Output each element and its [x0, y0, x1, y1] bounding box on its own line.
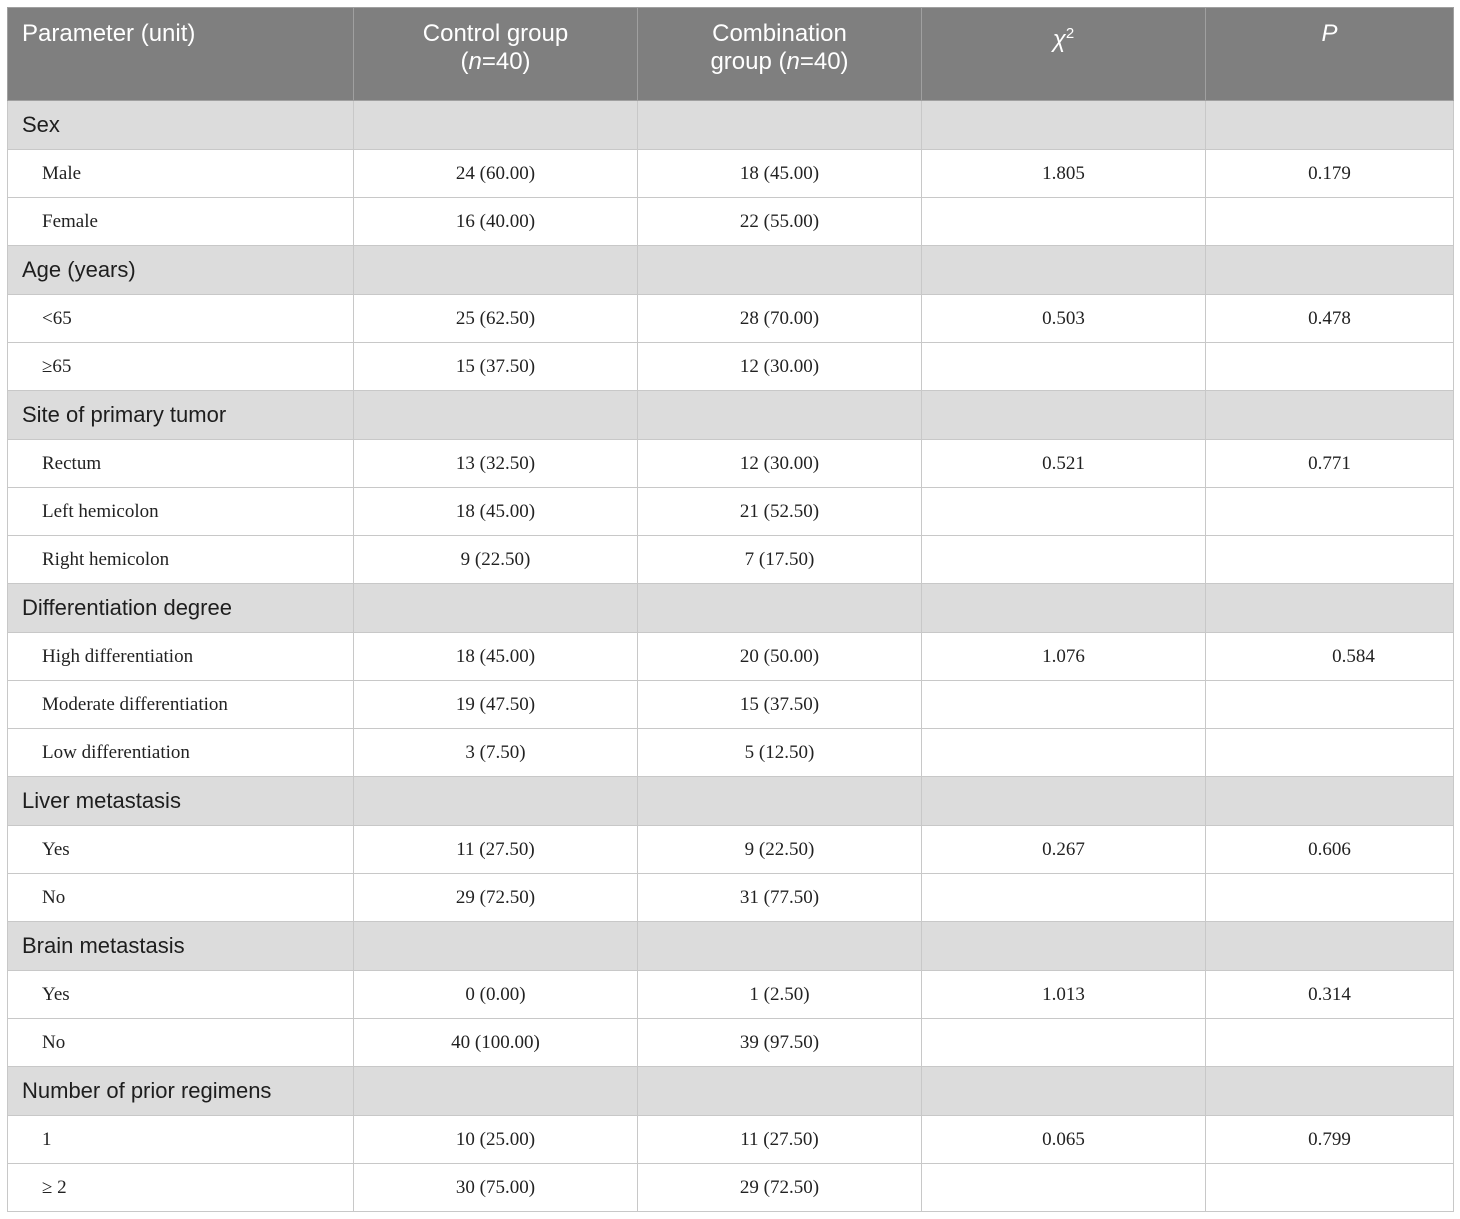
control-value: 18 (45.00): [354, 633, 638, 681]
baseline-characteristics-table: [7, 7, 1454, 1212]
header-control-n: n: [468, 48, 482, 75]
header-comb-line1: Combination: [712, 20, 847, 47]
table-row: [8, 343, 1454, 391]
p-value: [1206, 874, 1454, 922]
section-empty-cell: [354, 777, 638, 826]
p-value: [1206, 488, 1454, 536]
section-empty-cell: [354, 1067, 638, 1116]
chi2-value: 0.521: [922, 440, 1206, 488]
chi2-value: [922, 343, 1206, 391]
control-value: 16 (40.00): [354, 198, 638, 246]
row-label: Male: [8, 150, 354, 198]
header-p-symbol: P: [1321, 20, 1338, 47]
p-value: [1206, 1019, 1454, 1067]
row-label: Low differentiation: [8, 729, 354, 777]
section-empty-cell: [638, 777, 922, 826]
table-row: [8, 198, 1454, 246]
control-value: 10 (25.00): [354, 1116, 638, 1164]
section-header-row: [8, 1067, 1454, 1116]
section-empty-cell: [922, 246, 1206, 295]
control-value: 24 (60.00): [354, 150, 638, 198]
table-row: [8, 488, 1454, 536]
section-title: Brain metastasis: [8, 922, 354, 971]
p-value: [1206, 681, 1454, 729]
section-empty-cell: [638, 922, 922, 971]
section-empty-cell: [1206, 777, 1454, 826]
combination-value: 12 (30.00): [638, 440, 922, 488]
section-empty-cell: [1206, 391, 1454, 440]
section-empty-cell: [1206, 922, 1454, 971]
section-empty-cell: [638, 246, 922, 295]
combination-value: 39 (97.50): [638, 1019, 922, 1067]
chi2-value: [922, 1019, 1206, 1067]
header-control-group: Control group (n=40): [354, 8, 638, 101]
control-value: 18 (45.00): [354, 488, 638, 536]
row-label: No: [8, 874, 354, 922]
section-empty-cell: [354, 922, 638, 971]
table-row: [8, 874, 1454, 922]
row-label: Left hemicolon: [8, 488, 354, 536]
combination-value: 29 (72.50): [638, 1164, 922, 1212]
p-value: 0.771: [1206, 440, 1454, 488]
row-label: ≥ 2: [8, 1164, 354, 1212]
combination-value: 15 (37.50): [638, 681, 922, 729]
control-value: 29 (72.50): [354, 874, 638, 922]
p-value: [1206, 729, 1454, 777]
row-label: <65: [8, 295, 354, 343]
section-header-row: [8, 246, 1454, 295]
row-label: Yes: [8, 971, 354, 1019]
section-empty-cell: [638, 391, 922, 440]
table-row: [8, 971, 1454, 1019]
p-value: [1206, 343, 1454, 391]
combination-value: 22 (55.00): [638, 198, 922, 246]
chi2-value: 1.805: [922, 150, 1206, 198]
table-row: [8, 1164, 1454, 1212]
combination-value: 20 (50.00): [638, 633, 922, 681]
section-empty-cell: [638, 1067, 922, 1116]
row-label: Rectum: [8, 440, 354, 488]
section-empty-cell: [1206, 1067, 1454, 1116]
table-row: [8, 633, 1454, 681]
control-value: 40 (100.00): [354, 1019, 638, 1067]
section-empty-cell: [638, 101, 922, 150]
p-value: [1206, 1164, 1454, 1212]
section-empty-cell: [922, 584, 1206, 633]
section-empty-cell: [922, 101, 1206, 150]
control-value: 15 (37.50): [354, 343, 638, 391]
header-chi-symbol: χ: [1052, 26, 1066, 53]
row-label: High differentiation: [8, 633, 354, 681]
header-chi-sup: 2: [1065, 25, 1075, 42]
section-empty-cell: [1206, 101, 1454, 150]
section-empty-cell: [922, 922, 1206, 971]
p-value: 0.314: [1206, 971, 1454, 1019]
section-empty-cell: [1206, 246, 1454, 295]
combination-value: 1 (2.50): [638, 971, 922, 1019]
row-label: Right hemicolon: [8, 536, 354, 584]
control-value: 9 (22.50): [354, 536, 638, 584]
section-header-row: [8, 101, 1454, 150]
p-value: 0.799: [1206, 1116, 1454, 1164]
section-title: Differentiation degree: [8, 584, 354, 633]
row-label: ≥65: [8, 343, 354, 391]
section-empty-cell: [922, 777, 1206, 826]
control-value: 3 (7.50): [354, 729, 638, 777]
p-value: 0.606: [1206, 826, 1454, 874]
header-control-line1: Control group: [422, 20, 569, 47]
section-title: Site of primary tumor: [8, 391, 354, 440]
chi2-value: 0.267: [922, 826, 1206, 874]
section-header-row: [8, 584, 1454, 633]
header-chi-square: [922, 8, 1206, 101]
row-label: Female: [8, 198, 354, 246]
section-title: Sex: [8, 101, 354, 150]
table-row: [8, 536, 1454, 584]
combination-value: 7 (17.50): [638, 536, 922, 584]
table-row: [8, 1019, 1454, 1067]
section-empty-cell: [922, 1067, 1206, 1116]
p-value: 0.179: [1206, 150, 1454, 198]
chi2-value: [922, 536, 1206, 584]
chi2-value: 0.503: [922, 295, 1206, 343]
chi2-value: [922, 488, 1206, 536]
section-empty-cell: [354, 584, 638, 633]
header-control-rest: =40): [481, 48, 531, 75]
chi2-value: [922, 681, 1206, 729]
chi2-value: [922, 729, 1206, 777]
row-label: Moderate differentiation: [8, 681, 354, 729]
combination-value: 18 (45.00): [638, 150, 922, 198]
p-value: 0.584: [1206, 633, 1454, 681]
p-value: [1206, 536, 1454, 584]
header-comb-line2: group (: [710, 48, 787, 75]
section-empty-cell: [638, 584, 922, 633]
header-parameter: Parameter (unit): [8, 8, 354, 101]
chi2-value: 0.065: [922, 1116, 1206, 1164]
section-empty-cell: [354, 246, 638, 295]
p-value: 0.478: [1206, 295, 1454, 343]
table-row: [8, 729, 1454, 777]
p-value: [1206, 198, 1454, 246]
table-row: [8, 1116, 1454, 1164]
section-header-row: [8, 777, 1454, 826]
combination-value: 11 (27.50): [638, 1116, 922, 1164]
section-title: Age (years): [8, 246, 354, 295]
table-row: [8, 295, 1454, 343]
chi2-value: [922, 198, 1206, 246]
chi2-value: [922, 874, 1206, 922]
control-value: 13 (32.50): [354, 440, 638, 488]
table-row: [8, 826, 1454, 874]
chi2-value: [922, 1164, 1206, 1212]
combination-value: 12 (30.00): [638, 343, 922, 391]
combination-value: 31 (77.50): [638, 874, 922, 922]
section-empty-cell: [354, 101, 638, 150]
row-label: 1: [8, 1116, 354, 1164]
chi2-value: 1.013: [922, 971, 1206, 1019]
header-comb-rest: =40): [799, 48, 849, 75]
row-label: Yes: [8, 826, 354, 874]
section-header-row: [8, 922, 1454, 971]
control-value: 25 (62.50): [354, 295, 638, 343]
chi2-value: 1.076: [922, 633, 1206, 681]
row-label: No: [8, 1019, 354, 1067]
section-empty-cell: [1206, 584, 1454, 633]
section-title: Liver metastasis: [8, 777, 354, 826]
combination-value: 21 (52.50): [638, 488, 922, 536]
section-empty-cell: [354, 391, 638, 440]
header-row: [8, 8, 1454, 101]
header-p-value: [1206, 8, 1454, 101]
control-value: 19 (47.50): [354, 681, 638, 729]
table-row: [8, 150, 1454, 198]
table-row: [8, 440, 1454, 488]
section-title: Number of prior regimens: [8, 1067, 354, 1116]
control-value: 0 (0.00): [354, 971, 638, 1019]
section-empty-cell: [922, 391, 1206, 440]
combination-value: 28 (70.00): [638, 295, 922, 343]
control-value: 30 (75.00): [354, 1164, 638, 1212]
header-combination-group: [638, 8, 922, 101]
combination-value: 5 (12.50): [638, 729, 922, 777]
control-value: 11 (27.50): [354, 826, 638, 874]
combination-value: 9 (22.50): [638, 826, 922, 874]
header-comb-n: n: [786, 48, 800, 75]
section-header-row: [8, 391, 1454, 440]
table-row: [8, 681, 1454, 729]
table-body: [8, 101, 1454, 1212]
